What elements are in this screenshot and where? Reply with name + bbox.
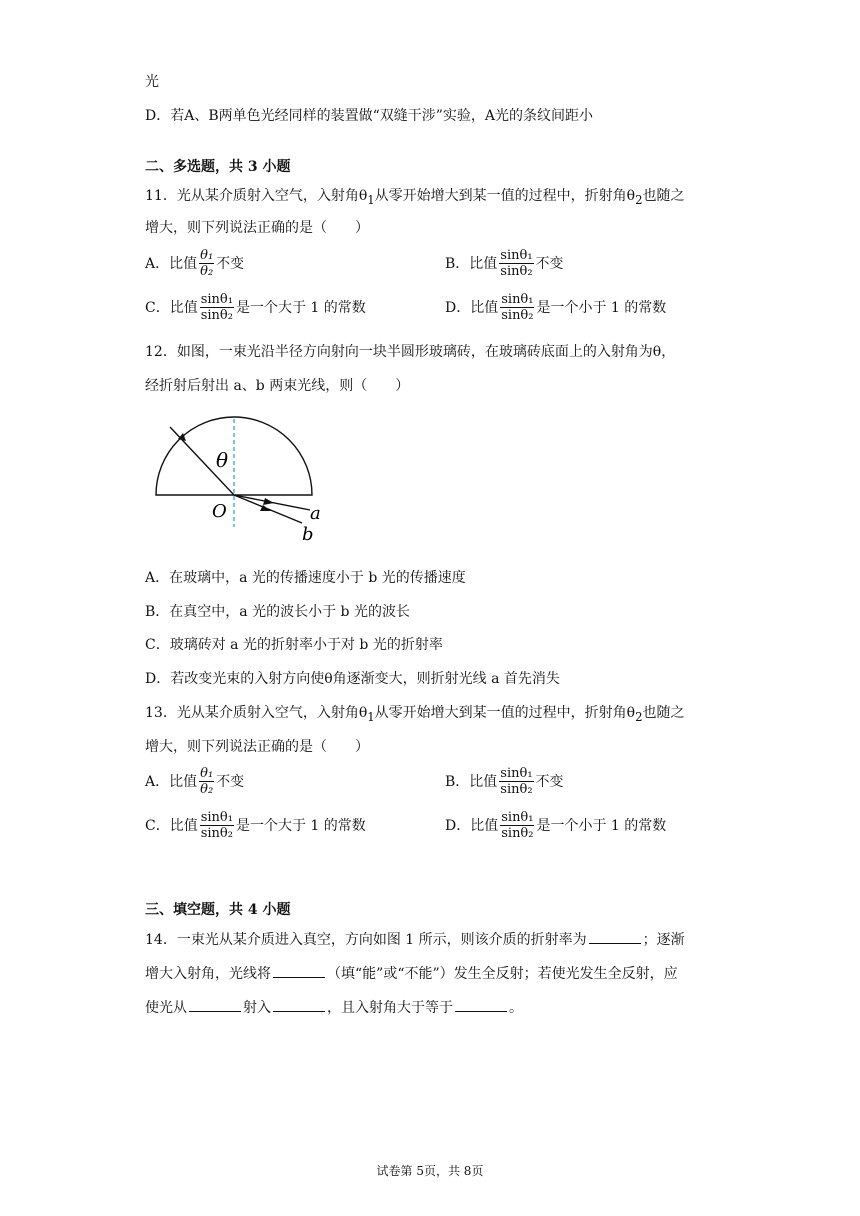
q14-blank-total-reflection[interactable] (273, 963, 325, 978)
q13-option-b-prefix: B．比值 (445, 773, 498, 790)
q11-sub2: 2 (635, 192, 643, 207)
q13-sub2: 2 (635, 709, 643, 724)
q13-option-c-numerator: sinθ₁ (200, 810, 233, 825)
q10-continuation: 光 (145, 74, 159, 90)
q13-option-b-numerator: sinθ₁ (500, 766, 533, 781)
q13-option-d-suffix: 是一个小于 1 的常数 (536, 817, 667, 834)
q11-option-d (445, 292, 666, 323)
q11-option-b-suffix: 不变 (535, 255, 564, 272)
section-title-multiple-choice: 二、多选题，共 3 小题 (145, 159, 291, 175)
q13-stem-part3: 也随之 (642, 705, 685, 721)
q11-option-c-fraction (200, 292, 234, 323)
q14-line3-mid: 射入 (243, 1000, 271, 1016)
label-ray-a: a (310, 503, 321, 524)
q13-option-d-denominator: sinθ₂ (501, 826, 534, 841)
q11-option-d-suffix: 是一个小于 1 的常数 (536, 299, 667, 316)
q14-line2 (145, 963, 678, 984)
q13-stem-part2: 从零开始增大到某一值的过程中，折射角θ (374, 705, 636, 721)
q14-blank-into-medium[interactable] (273, 997, 325, 1012)
q11-option-c-numerator: sinθ₁ (200, 292, 233, 307)
q12-option-c: C．玻璃砖对 a 光的折射率小于对 b 光的折射率 (145, 637, 443, 653)
q11-stem-line2: 增大，则下列说法正确的是（ ） (145, 220, 369, 236)
q13-option-b-fraction (499, 766, 533, 797)
q10-option-d: D．若A、B两单色光经同样的装置做“双缝干涉”实验，A光的条纹间距小 (145, 108, 594, 124)
q14-line1-tail: ；逐渐 (642, 932, 685, 948)
q13-stem-line2: 增大，则下列说法正确的是（ ） (145, 739, 369, 755)
q11-option-d-prefix: D．比值 (445, 299, 499, 316)
q11-option-b-prefix: B．比值 (445, 255, 498, 272)
q11-option-a-fraction (199, 248, 214, 279)
q14-line3-text: 使光从 (145, 1000, 187, 1016)
q11-stem-part3: 也随之 (642, 188, 685, 204)
q13-option-c-suffix: 是一个大于 1 的常数 (235, 817, 366, 834)
q14-blank-refractive-index[interactable] (589, 929, 641, 944)
page-footer: 试卷第 5页，共 8页 (376, 1164, 484, 1178)
q13-stem-line1 (145, 703, 685, 727)
q12-option-b: B．在真空中，a 光的波长小于 b 光的波长 (145, 604, 410, 620)
q13-option-a-suffix: 不变 (216, 773, 245, 790)
q11-stem-part2: 从零开始增大到某一值的过程中，折射角θ (374, 188, 636, 204)
q11-option-d-numerator: sinθ₁ (501, 292, 534, 307)
q13-option-d (445, 810, 666, 841)
q13-option-c-fraction (200, 810, 234, 841)
q11-option-a-numerator: θ₁ (200, 248, 214, 263)
q11-option-c-suffix: 是一个大于 1 的常数 (235, 299, 366, 316)
q11-sub1: 1 (367, 192, 375, 207)
q13-sub1: 1 (367, 709, 375, 724)
q14-line3-end: 。 (509, 1000, 523, 1016)
q13-option-c-prefix: C．比值 (145, 817, 198, 834)
q14-blank-critical-angle[interactable] (455, 997, 507, 1012)
q12-option-d: D．若改变光束的入射方向使θ角逐渐变大，则折射光线 a 首先消失 (145, 671, 560, 687)
q13-stem-part1: 13．光从某介质射入空气，入射角θ (145, 705, 368, 721)
q11-option-a-prefix: A．比值 (145, 255, 198, 272)
q14-line1 (145, 929, 685, 950)
q11-option-d-fraction (500, 292, 534, 323)
q13-option-b-suffix: 不变 (535, 773, 564, 790)
label-theta: θ (216, 448, 229, 472)
q13-option-b-denominator: sinθ₂ (500, 782, 533, 797)
section-title-fill-in: 三、填空题，共 4 小题 (145, 902, 291, 918)
q11-option-a (145, 248, 244, 279)
q11-option-a-denominator: θ₂ (200, 264, 214, 279)
q13-option-d-numerator: sinθ₁ (501, 810, 534, 825)
q11-option-b-fraction (499, 248, 533, 279)
q13-option-c (145, 810, 366, 841)
q11-option-b (445, 248, 564, 279)
q13-option-a-fraction (199, 766, 214, 797)
q11-option-c-prefix: C．比值 (145, 299, 198, 316)
q14-line3 (145, 997, 523, 1018)
q11-option-d-denominator: sinθ₂ (501, 308, 534, 323)
q13-option-b (445, 766, 564, 797)
q11-option-a-suffix: 不变 (216, 255, 245, 272)
q13-option-a-denominator: θ₂ (200, 782, 214, 797)
q14-line3-mid2: ，且入射角大于等于 (327, 1000, 453, 1016)
q14-line1-text: 14．一束光从某介质进入真空，方向如图 1 所示，则该介质的折射率为 (145, 932, 587, 948)
q12-option-a: A．在玻璃中，a 光的传播速度小于 b 光的传播速度 (145, 570, 466, 586)
q13-option-a-prefix: A．比值 (145, 773, 198, 790)
q11-option-c-denominator: sinθ₂ (200, 308, 233, 323)
semicircle-glass-diagram (150, 415, 350, 550)
label-ray-b: b (302, 524, 314, 545)
q12-stem-line2: 经折射后射出 a、b 两束光线，则（ ） (145, 378, 410, 394)
q14-blank-from-medium[interactable] (189, 997, 241, 1012)
q13-option-d-prefix: D．比值 (445, 817, 499, 834)
q14-line2-text: 增大入射角，光线将 (145, 966, 271, 982)
ray-a-arrow-icon (263, 498, 274, 505)
q12-stem-line1: 12．如图，一束光沿半径方向射向一块半圆形玻璃砖，在玻璃砖底面上的入射角为θ， (145, 344, 676, 360)
q11-stem-part1: 11．光从某介质射入空气，入射角θ (145, 188, 368, 204)
q11-option-c (145, 292, 366, 323)
q11-stem-line1 (145, 186, 685, 210)
q14-line2-tail: （填“能”或“不能”）发生全反射；若使光发生全反射，应 (327, 966, 678, 982)
label-origin-o: O (212, 501, 227, 522)
q13-option-a-numerator: θ₁ (200, 766, 214, 781)
q13-option-a (145, 766, 244, 797)
q13-option-c-denominator: sinθ₂ (200, 826, 233, 841)
q11-option-b-numerator: sinθ₁ (500, 248, 533, 263)
q13-option-d-fraction (500, 810, 534, 841)
q11-option-b-denominator: sinθ₂ (500, 264, 533, 279)
